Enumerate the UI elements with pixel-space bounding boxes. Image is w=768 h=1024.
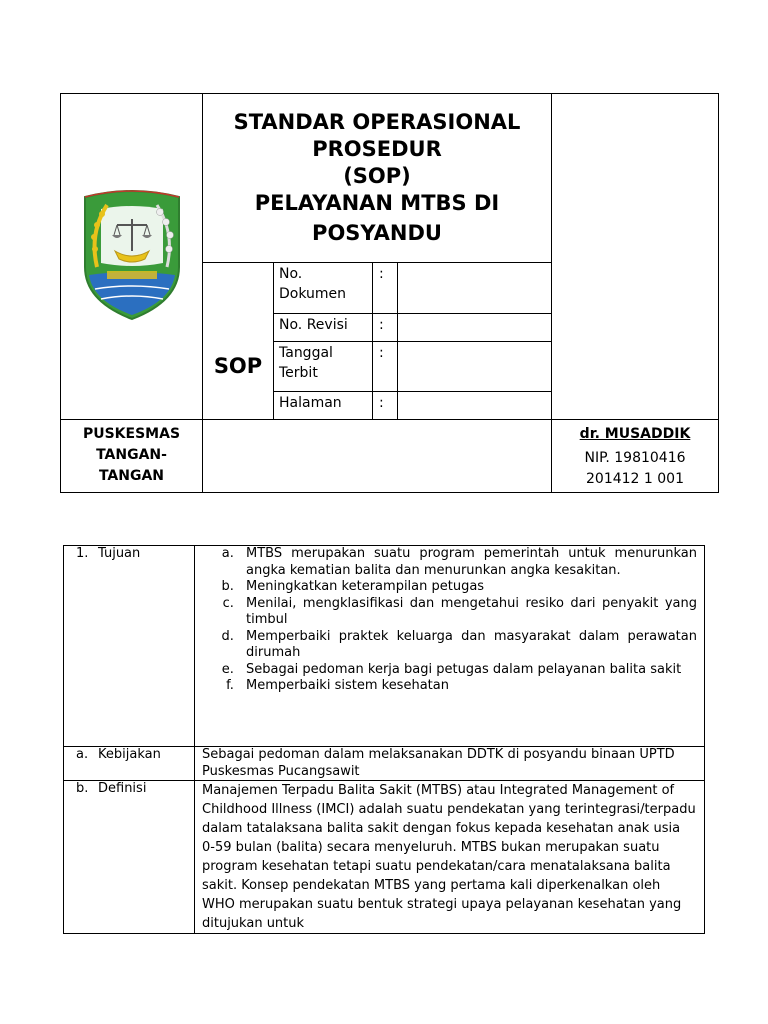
kebijakan-text: Sebagai pedoman dalam melaksanakan DDTK di posyandu binaan UPTD Puskesmas Pucangsawit (195, 747, 705, 781)
list-item: a. MTBS merupakan suatu program pemerintah untuk menurunkan angka kematian balita dan menurunkan angka kesakitan. (238, 546, 697, 579)
signature-space (203, 420, 552, 493)
list-item: b. Meningkatkan keterampilan petugas (238, 579, 697, 596)
colon: : (373, 391, 398, 419)
list-item: d. Memperbaiki praktek keluarga dan masyarakat dalam perawatan dirumah (238, 629, 697, 662)
kebijakan-label-cell (64, 747, 195, 781)
list-item: f. Memperbaiki sistem kesehatan (238, 678, 697, 695)
document-meta-table (274, 263, 551, 419)
sop-header-table (60, 93, 719, 493)
signatory-cell (552, 420, 719, 493)
definisi-label-cell (64, 781, 195, 934)
colon: : (373, 313, 398, 341)
colon: : (373, 341, 398, 391)
header-blank-cell (552, 94, 719, 420)
logo-cell (61, 94, 203, 420)
title-line: POSYANDU (312, 221, 442, 245)
issue-date-value (398, 341, 552, 391)
issue-date-label: Tanggal Terbit (274, 341, 373, 391)
sop-meta-cell (203, 263, 552, 420)
organization-cell (61, 420, 203, 493)
section-label: Kebijakan (98, 747, 161, 762)
section-number: a. (76, 747, 89, 762)
rev-no-label: No. Revisi (274, 313, 373, 341)
org-line: PUSKESMAS (82, 426, 181, 442)
doc-no-label: No. Dokumen (274, 263, 373, 313)
signatory-name: dr. MUSADDIK (579, 426, 691, 442)
section-label: Tujuan (98, 546, 141, 561)
definisi-text: Manajemen Terpadu Balita Sakit (MTBS) atau Integrated Management of Childhood Illness (IMCI) adalah suatu pendekatan yang terintegrasi/terpadu dalam tatalaksana balita sakit dengan fokus kepada kesehatan anak usia 0-59 bulan (balita) secara menyeluruh. MTBS bukan merupakan suatu program kesehatan tetapi suatu pendekatan/cara menatalaksana balita sakit. Konsep pendekatan MTBS yang pertama kali diperkenalkan oleh WHO merupakan suatu bentuk strategi upaya pelayanan kesehatan yang ditujukan untuk (195, 781, 705, 934)
section-number: b. (76, 781, 89, 796)
tujuan-label-cell (64, 546, 195, 747)
signatory-nip: 201412 1 001 (586, 471, 684, 487)
signatory-nip: NIP. 19810416 (584, 450, 686, 466)
section-label: Definisi (98, 781, 147, 796)
org-line: TANGAN- (96, 447, 167, 463)
org-line: TANGAN (98, 468, 165, 484)
title-line: PELAYANAN MTBS DI (254, 191, 500, 215)
colon: : (373, 263, 398, 313)
rev-no-value (398, 313, 552, 341)
document-title (203, 94, 552, 263)
tujuan-content-cell (195, 546, 705, 747)
doc-no-value (398, 263, 552, 313)
sop-label: SOP (203, 263, 274, 419)
title-line: STANDAR OPERASIONAL (233, 110, 521, 134)
page-value (398, 391, 552, 419)
regional-emblem-icon (79, 189, 185, 321)
page-label: Halaman (274, 391, 373, 419)
title-line: PROSEDUR (312, 137, 442, 161)
tujuan-list (195, 546, 697, 695)
title-line: (SOP) (343, 164, 411, 188)
sop-content-table (63, 545, 705, 934)
section-number: 1. (76, 546, 89, 561)
list-item: c. Menilai, mengklasifikasi dan mengetahui resiko dari penyakit yang timbul (238, 596, 697, 629)
list-item: e. Sebagai pedoman kerja bagi petugas dalam pelayanan balita sakit (238, 662, 697, 679)
